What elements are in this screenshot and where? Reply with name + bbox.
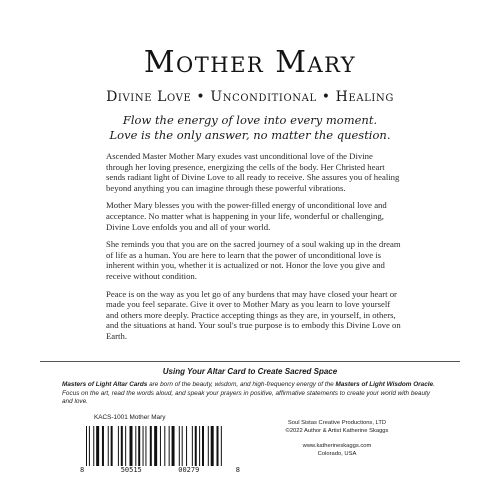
note-text-1: are born of the beauty, wisdom, and high-frequency energy of the [147, 381, 336, 388]
publisher-website: www.katherineskaggs.com [302, 443, 372, 449]
altar-section-heading: Using Your Altar Card to Create Sacred Space [162, 367, 338, 376]
paragraph-1: Ascended Master Mother Mary exudes vast unconditional love of the Divine through her loving presence, energizing the cells of the body. Her Christed heart sends radiant light of Divine Love to all ready to receive. She assures you of healing beyond anything you can imagine through these powerful vibrations. [106, 151, 400, 193]
card-title: Mother Mary [143, 45, 357, 80]
card-subtitle: Divine Love • Unconditional • Healing [106, 89, 394, 105]
paragraph-4: Peace is on the way as you let go of any burdens that may have closed your heart or made you feel separate. Give it over to Mother Mary as you learn to love yourself and others more deeply. Practice accepting things as they are, in yourself, in others, and the situations at hand. Your soul's true purpose is to embody this Divine Love on Earth. [106, 288, 401, 341]
tagline-line-1: Flow the energy of love into every moment. [122, 113, 378, 127]
paragraph-2: Mother Mary blesses you with the power-filled energy of unconditional love and acceptance. No matter what is happening in your life, wonderful or challenging, Divine Love enfolds you and all of your world. [106, 200, 387, 232]
note-text-2: . Focus on the art, read the words aloud, and speak your prayers in positive, affirmative statements to create your world with beauty and love. [62, 381, 435, 406]
publisher-info [262, 420, 412, 458]
product-sku: KACS-1001 Mother Mary [94, 414, 166, 421]
tagline-line-2: Love is the only answer, no matter the question. [109, 128, 391, 142]
barcode-digit-group-2: 00279 [178, 466, 200, 474]
note-bold-series: Masters of Light Altar Cards [62, 381, 148, 388]
publisher-company: Soul Sistas Creative Productions, LTD [287, 420, 387, 426]
barcode-digit-left: 8 [80, 466, 85, 474]
paragraph-3: She reminds you that you are on the sacred journey of a soul waking up in the dream of life as a human. You are here to learn that the power of unconditional love is inherent within you, whether it is actualized or not. Honor the love you give and receive without condition. [106, 239, 401, 281]
publisher-copyright: ©2022 Author & Artist Katherine Skaggs [285, 427, 389, 434]
barcode-graphic [82, 426, 232, 466]
publisher-location: Colorado, USA [317, 450, 357, 457]
note-bold-oracle: Masters of Light Wisdom Oracle [335, 381, 434, 388]
card-description [106, 151, 402, 349]
altar-section-note [62, 381, 442, 407]
barcode-digit-right: 8 [235, 466, 240, 474]
section-divider [40, 361, 460, 362]
barcode-digit-group-1: 50515 [120, 466, 142, 474]
barcode-digits [80, 466, 240, 474]
